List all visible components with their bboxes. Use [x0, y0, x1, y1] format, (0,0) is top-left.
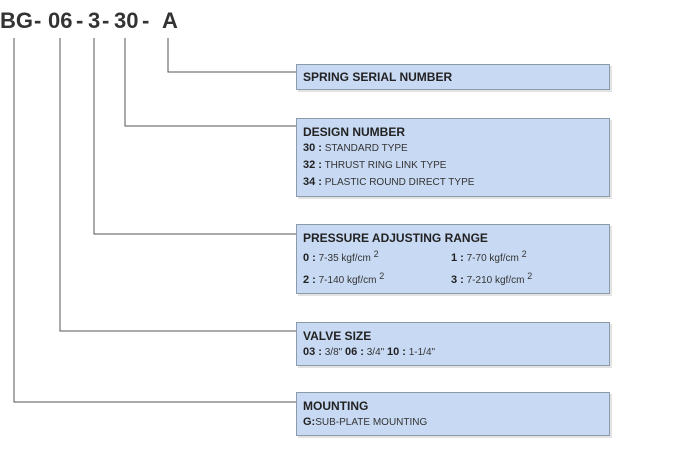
code-dash: - [76, 8, 84, 33]
code-dash: - [142, 8, 150, 33]
design-item: 30 : STANDARD TYPE [303, 142, 408, 154]
design-item: 34 : PLASTIC ROUND DIRECT TYPE [303, 176, 475, 188]
pressure-range-title: PRESSURE ADJUSTING RANGE [303, 231, 488, 245]
pressure-item: 3 : 7-210 kgf/cm $^2$ [451, 271, 533, 286]
connector-mounting [14, 38, 296, 402]
design-item: 32 : THRUST RING LINK TYPE [303, 159, 447, 171]
pressure-item: 0 : 7-35 kgf/cm $^2$ [303, 249, 379, 264]
spring-serial-title: SPRING SERIAL NUMBER [303, 70, 453, 84]
pressure-item: 2 : 7-140 kgf/cm $^2$ [303, 271, 385, 286]
design-number-box [296, 118, 610, 197]
code-series: BG [0, 8, 33, 33]
code-pressure-range: 3 [88, 8, 101, 33]
valve-size-items: 03 : 3/8" 06 : 3/4" 10 : 1-1/4" [303, 346, 436, 358]
code-valve-size: 06 [48, 8, 73, 33]
code-dash: - [102, 8, 110, 33]
valve-size-title: VALVE SIZE [303, 329, 372, 343]
connector-pressure [94, 38, 296, 234]
mounting-item: G:SUB-PLATE MOUNTING [303, 416, 428, 428]
spring-serial-box [296, 64, 610, 90]
code-design-number: 30 [114, 8, 139, 33]
design-number-title: DESIGN NUMBER [303, 125, 406, 139]
pressure-item: 1 : 7-70 kgf/cm $^2$ [451, 249, 527, 264]
code-dash: - [34, 8, 42, 33]
code-spring-serial: A [162, 8, 178, 33]
mounting-box [296, 392, 610, 436]
connector-design [125, 38, 296, 126]
pressure-range-box [296, 224, 610, 294]
valve-size-box [296, 322, 610, 366]
mounting-title: MOUNTING [303, 399, 369, 413]
connector-valve [60, 38, 296, 331]
connector-spring [168, 38, 296, 72]
